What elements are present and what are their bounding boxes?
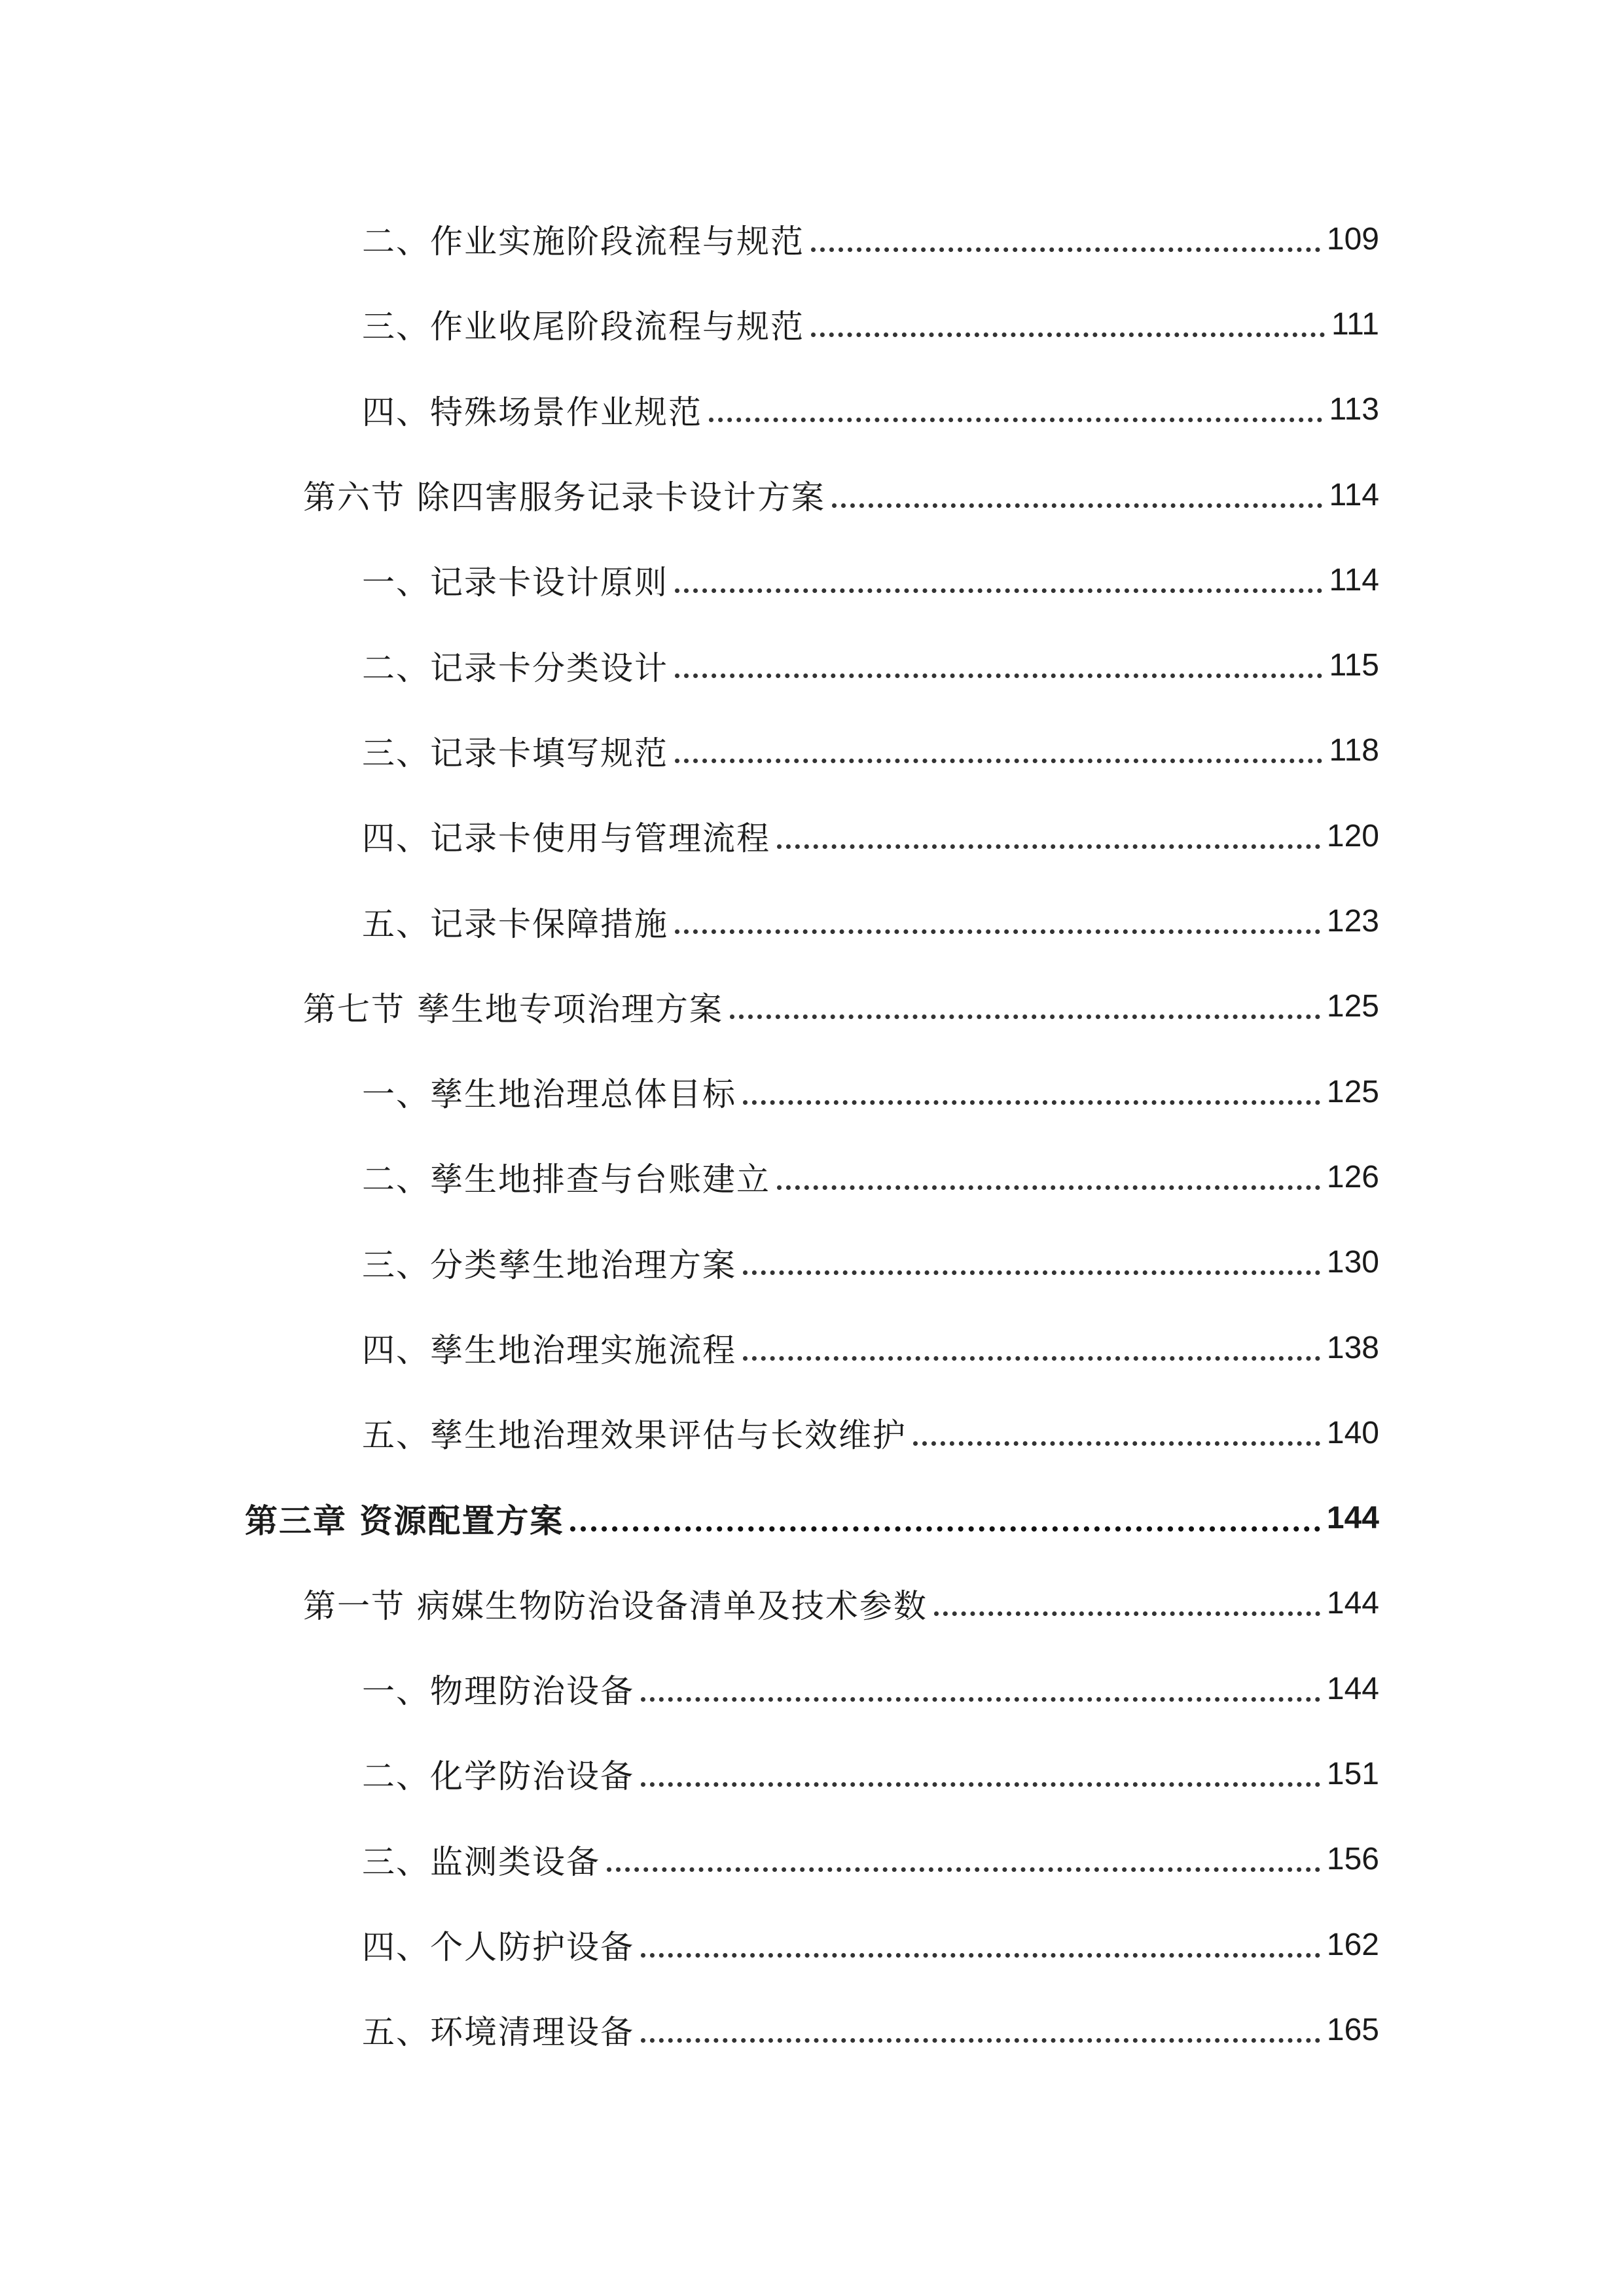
toc-entry[interactable] bbox=[0, 1902, 1624, 1987]
toc-entry-title: 四、特殊场景作业规范 bbox=[362, 393, 702, 431]
toc-entry[interactable] bbox=[0, 1987, 1624, 2072]
toc-page-number: 113 bbox=[1329, 392, 1379, 427]
toc-dot-leader bbox=[730, 1014, 1320, 1019]
toc-dot-leader bbox=[743, 1270, 1320, 1275]
toc-dot-leader bbox=[832, 503, 1323, 508]
toc-entry[interactable] bbox=[0, 1134, 1624, 1219]
toc-page-number: 111 bbox=[1331, 306, 1379, 342]
toc-page-number: 138 bbox=[1326, 1330, 1379, 1365]
toc-page-number: 118 bbox=[1329, 733, 1379, 768]
toc-entry-title: 二、孳生地排查与台账建立 bbox=[362, 1160, 770, 1199]
toc-dot-leader bbox=[743, 1356, 1320, 1361]
toc-dot-leader bbox=[743, 1100, 1320, 1105]
toc-entry[interactable] bbox=[0, 1390, 1624, 1475]
toc-entry-title: 四、个人防护设备 bbox=[362, 1928, 634, 1967]
toc-entry[interactable] bbox=[0, 1817, 1624, 1902]
toc-entry[interactable] bbox=[0, 196, 1624, 281]
toc-page-number: 109 bbox=[1326, 221, 1379, 257]
toc-entry-title: 三、分类孳生地治理方案 bbox=[362, 1246, 736, 1284]
toc-entry[interactable] bbox=[0, 1731, 1624, 1816]
table-of-contents bbox=[0, 196, 1624, 2073]
toc-dot-leader bbox=[777, 844, 1320, 849]
toc-page-number: 130 bbox=[1326, 1245, 1379, 1280]
toc-dot-leader bbox=[811, 332, 1325, 337]
toc-page-number: 125 bbox=[1326, 989, 1379, 1024]
toc-page-number: 144 bbox=[1326, 1586, 1379, 1621]
toc-dot-leader bbox=[570, 1526, 1320, 1532]
toc-entry-title: 五、环境清理设备 bbox=[362, 2013, 634, 2052]
toc-dot-leader bbox=[934, 1611, 1320, 1616]
toc-entry-title: 第三章 资源配置方案 bbox=[245, 1501, 564, 1540]
toc-page-number: 144 bbox=[1326, 1501, 1379, 1536]
toc-page-number: 144 bbox=[1326, 1671, 1379, 1706]
toc-entry-title: 二、作业实施阶段流程与规范 bbox=[362, 223, 804, 261]
toc-page-number: 156 bbox=[1326, 1842, 1379, 1877]
toc-entry-title: 三、监测类设备 bbox=[362, 1842, 600, 1881]
toc-entry-title: 第七节 孳生地专项治理方案 bbox=[303, 990, 723, 1028]
toc-page-number: 126 bbox=[1326, 1159, 1379, 1194]
toc-dot-leader bbox=[641, 2038, 1320, 2043]
toc-dot-leader bbox=[709, 418, 1322, 422]
toc-dot-leader bbox=[913, 1441, 1320, 1446]
toc-entry-title: 二、化学防治设备 bbox=[362, 1757, 634, 1796]
toc-dot-leader bbox=[675, 588, 1322, 593]
toc-section-entry[interactable] bbox=[0, 452, 1624, 537]
toc-page-number: 114 bbox=[1329, 562, 1379, 598]
toc-entry[interactable] bbox=[0, 878, 1624, 963]
toc-page-number: 114 bbox=[1329, 477, 1379, 512]
toc-page-number: 123 bbox=[1326, 904, 1379, 939]
toc-entry[interactable] bbox=[0, 1646, 1624, 1731]
toc-dot-leader bbox=[777, 1185, 1320, 1190]
toc-dot-leader bbox=[641, 1953, 1320, 1958]
toc-dot-leader bbox=[641, 1782, 1320, 1787]
toc-entry-title: 一、记录卡设计原则 bbox=[362, 564, 668, 602]
toc-page-number: 162 bbox=[1326, 1927, 1379, 1962]
toc-page-number: 125 bbox=[1326, 1074, 1379, 1109]
toc-entry-title: 三、作业收尾阶段流程与规范 bbox=[362, 308, 804, 346]
toc-entry-title: 一、孳生地治理总体目标 bbox=[362, 1075, 736, 1114]
toc-entry-title: 第一节 病媒生物防治设备清单及技术参数 bbox=[303, 1587, 928, 1625]
toc-page-number: 151 bbox=[1326, 1756, 1379, 1791]
toc-entry-title: 三、记录卡填写规范 bbox=[362, 734, 668, 772]
toc-page-number: 115 bbox=[1329, 648, 1379, 683]
toc-dot-leader bbox=[811, 247, 1320, 252]
toc-entry-title: 一、物理防治设备 bbox=[362, 1672, 634, 1711]
toc-dot-leader bbox=[675, 759, 1322, 763]
toc-entry[interactable] bbox=[0, 793, 1624, 878]
toc-entry[interactable] bbox=[0, 708, 1624, 793]
toc-dot-leader bbox=[675, 673, 1322, 678]
toc-entry-title: 四、记录卡使用与管理流程 bbox=[362, 819, 770, 858]
toc-page-number: 140 bbox=[1326, 1415, 1379, 1450]
toc-entry[interactable] bbox=[0, 537, 1624, 622]
toc-page-number: 165 bbox=[1326, 2012, 1379, 2047]
toc-entry[interactable] bbox=[0, 622, 1624, 708]
toc-dot-leader bbox=[607, 1867, 1320, 1872]
toc-entry[interactable] bbox=[0, 1305, 1624, 1390]
toc-entry[interactable] bbox=[0, 367, 1624, 452]
toc-entry[interactable] bbox=[0, 281, 1624, 367]
toc-dot-leader bbox=[675, 929, 1320, 934]
toc-entry-title: 四、孳生地治理实施流程 bbox=[362, 1331, 736, 1369]
toc-entry[interactable] bbox=[0, 1220, 1624, 1305]
toc-chapter-entry[interactable] bbox=[0, 1475, 1624, 1560]
toc-entry-title: 二、记录卡分类设计 bbox=[362, 649, 668, 687]
toc-entry-title: 五、孳生地治理效果评估与长效维护 bbox=[362, 1416, 907, 1455]
toc-section-entry[interactable] bbox=[0, 964, 1624, 1049]
toc-section-entry[interactable] bbox=[0, 1561, 1624, 1646]
toc-entry[interactable] bbox=[0, 1049, 1624, 1134]
toc-page-number: 120 bbox=[1326, 818, 1379, 853]
toc-entry-title: 第六节 除四害服务记录卡设计方案 bbox=[303, 478, 825, 517]
toc-dot-leader bbox=[641, 1697, 1320, 1702]
toc-entry-title: 五、记录卡保障措施 bbox=[362, 905, 668, 943]
